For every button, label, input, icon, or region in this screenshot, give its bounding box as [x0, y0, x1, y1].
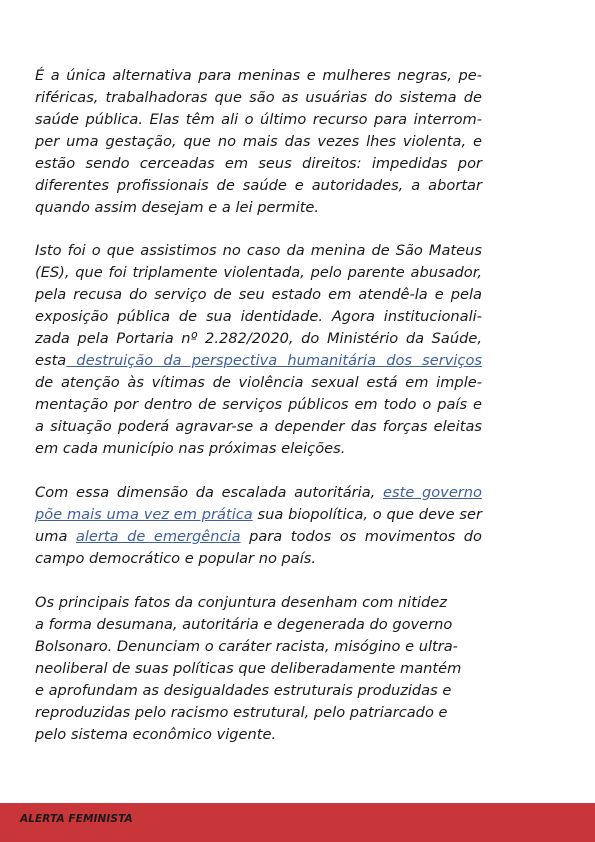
text-line: reproduzidas pelo racismo estrutural, pelo patriarcado e: [35, 704, 448, 721]
text-fragment: esta: [35, 352, 67, 369]
text-fragment: Com essa dimensão da escalada autoritária,: [35, 484, 384, 501]
link-emergency-alert[interactable]: alerta de emergência: [75, 528, 241, 545]
text-line: exposição pública de sua identidade. Agora institucionali-: [35, 308, 482, 325]
text-line: zada pela Portaria nº 2.282/2020, do Ministério da Saúde,: [35, 330, 482, 347]
text-line: e aprofundam as desigualdades estruturais produzidas e: [35, 682, 452, 699]
footer-bar: [0, 803, 595, 842]
paragraph-4: [35, 592, 482, 746]
link-humanitarian-services[interactable]: destruição da perspectiva humanitária dos serviços: [66, 352, 482, 369]
text-line: Isto foi o que assistimos no caso da menina de São Mateus: [35, 242, 482, 259]
text-line: É a única alternativa para meninas e mulheres negras, pe-: [35, 67, 482, 84]
paragraph-3: [35, 482, 482, 570]
footer-label: ALERTA FEMINISTA: [20, 813, 133, 825]
paragraph-2: [35, 240, 482, 460]
text-line: de atenção às vítimas de violência sexual está em imple-: [35, 374, 482, 391]
text-line: mentação por dentro de serviços públicos em todo o país e: [35, 396, 482, 413]
text-fragment: para todos os movimentos do: [240, 528, 482, 545]
text-line: (ES), que foi triplamente violentada, pelo parente abusador,: [35, 264, 482, 281]
link-put-into-practice[interactable]: põe mais uma vez em prática: [35, 506, 253, 523]
text-line: a forma desumana, autoritária e degenerada do governo: [35, 616, 453, 633]
text-line: saúde pública. Elas têm ali o último recurso para interrom-: [35, 111, 482, 128]
text-line: a situação poderá agravar-se a depender das forças eleitas: [35, 418, 482, 435]
text-line: em cada município nas próximas eleições.: [35, 440, 346, 457]
text-line: riféricas, trabalhadoras que são as usuárias do sistema de: [35, 89, 482, 106]
text-line: pelo sistema econômico vigente.: [35, 726, 277, 743]
text-line: Os principais fatos da conjuntura desenham com nitidez: [35, 594, 447, 611]
text-fragment: sua biopolítica, o que deve ser: [252, 506, 483, 523]
text-line: neoliberal de suas políticas que deliberadamente mantém: [35, 660, 462, 677]
paragraph-1: [35, 65, 482, 219]
text-line: estão sendo cerceadas em seus direitos: impedidas por: [35, 155, 482, 172]
text-line: [35, 504, 482, 526]
text-line: campo democrático e popular no país.: [35, 550, 317, 567]
text-line: per uma gestação, que no mais das vezes lhes violenta, e: [35, 133, 482, 150]
text-line: diferentes profissionais de saúde e autoridades, a abortar: [35, 177, 482, 194]
text-fragment: uma: [35, 528, 76, 545]
text-line: quando assim desejam e a lei permite.: [35, 199, 320, 216]
link-this-government[interactable]: este governo: [383, 484, 482, 501]
text-line: Bolsonaro. Denunciam o caráter racista, misógino e ultra-: [35, 638, 458, 655]
text-line: [35, 526, 482, 548]
text-line: pela recusa do serviço de seu estado em atendê-la e pela: [35, 286, 482, 303]
text-line: [35, 350, 482, 372]
text-line: [35, 482, 482, 504]
